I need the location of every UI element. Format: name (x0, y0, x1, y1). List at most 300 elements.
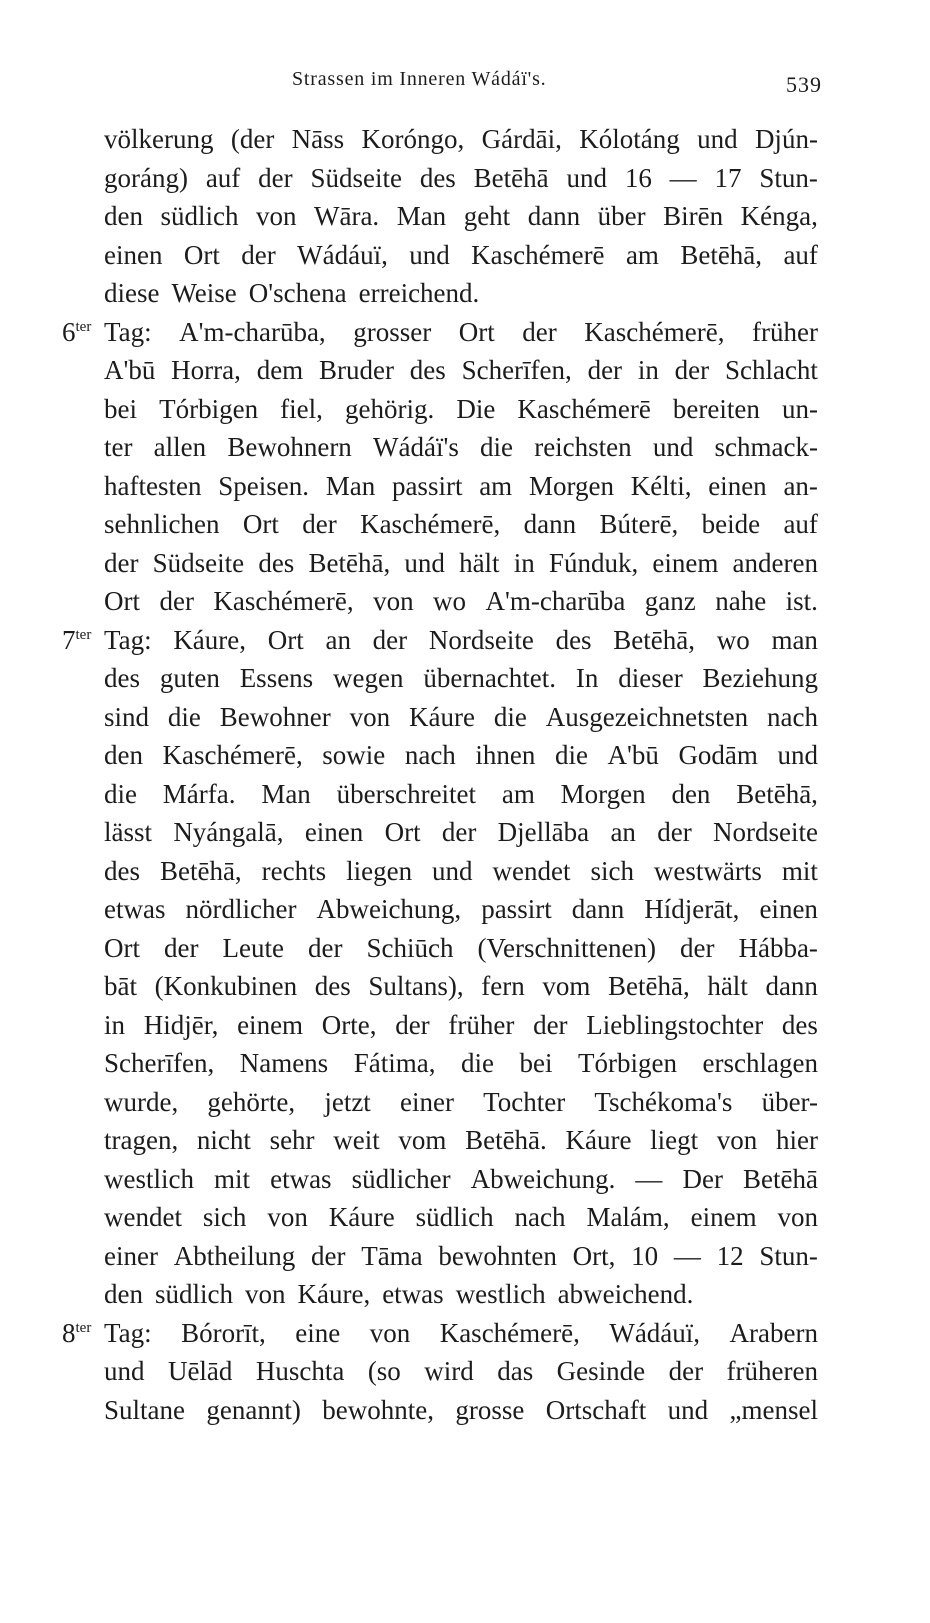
word: die (104, 778, 137, 809)
word: der (587, 355, 623, 385)
word: guten (159, 663, 220, 693)
word: am (479, 470, 513, 501)
word: erschlagen (702, 1048, 818, 1078)
word: Ort (104, 586, 140, 616)
word: und (697, 124, 738, 154)
word: 10 (631, 1240, 659, 1271)
word: über- (761, 1086, 818, 1117)
text-line (104, 1395, 818, 1434)
word: Betēhā, (308, 547, 391, 578)
word: Káure (408, 701, 475, 732)
word: vom (542, 971, 591, 1001)
word: diese (104, 278, 160, 308)
word: der (302, 509, 337, 539)
word: und (409, 239, 450, 270)
text-line (104, 1048, 818, 1087)
word: Ort (183, 239, 220, 270)
day-marker (62, 317, 91, 348)
word: des (419, 162, 456, 193)
word: Ausgezeichnetsten (545, 701, 749, 732)
day-number: 6 (62, 316, 76, 347)
word: passirt (481, 894, 552, 924)
word: und (566, 162, 607, 193)
word: das (497, 1356, 534, 1386)
word: der (241, 239, 276, 270)
text-line (104, 856, 818, 895)
running-title: Strassen im Inneren Wádáï's. (292, 68, 547, 90)
word: der (372, 624, 408, 655)
word: Nordseite (713, 817, 818, 847)
text-line (62, 1317, 818, 1357)
word: des (409, 355, 446, 385)
word: Leute (222, 932, 284, 963)
word: bereiten (672, 393, 760, 424)
word: am (501, 778, 535, 809)
word: des (781, 1009, 818, 1040)
text-line (104, 432, 818, 471)
word: an- (783, 470, 818, 501)
word: lässt (104, 817, 153, 847)
text-line (104, 355, 818, 394)
word: Orte, (321, 1009, 377, 1040)
word: sich (590, 855, 634, 886)
word: Wāra. (313, 201, 380, 231)
text-line (104, 1087, 818, 1126)
word: geht (463, 201, 511, 231)
word: Betēhā (473, 162, 549, 193)
word: die (554, 740, 588, 770)
word: von (777, 1202, 818, 1232)
text-line (104, 1164, 818, 1203)
word: Betēhā (743, 1163, 818, 1194)
word: des (258, 547, 295, 578)
day-suffix: ter (75, 626, 92, 643)
text-line (104, 1279, 818, 1318)
text-line (104, 1202, 818, 1241)
word: der (674, 355, 710, 385)
word: (der (230, 124, 275, 154)
word: wendet (492, 855, 571, 886)
word: dann (571, 894, 625, 924)
word: Kaschémerē, (360, 509, 501, 539)
word: Fúnduk, (548, 547, 639, 578)
word: und (404, 547, 445, 578)
word: Kólotáng (579, 124, 680, 154)
word: der (164, 932, 199, 963)
word: der (668, 1356, 704, 1386)
word: Man (396, 201, 447, 231)
word: des (104, 663, 140, 693)
word: „mensel (729, 1394, 818, 1425)
word: 17 (714, 162, 742, 193)
word: Südseite (310, 162, 402, 193)
word: Tochter (483, 1086, 566, 1117)
word: Scherīfen, (461, 355, 572, 385)
word: Kaschémerē (517, 393, 651, 424)
word: Namens (239, 1048, 329, 1078)
text-line (104, 278, 818, 317)
text-line (104, 1010, 818, 1049)
word: von (267, 1202, 308, 1232)
word: sehnlichen (104, 509, 220, 539)
word: wendet (104, 1202, 182, 1232)
word: Betēhā, (613, 624, 695, 655)
word: am (625, 239, 659, 270)
word: über (597, 201, 646, 231)
word: allen (153, 432, 207, 462)
word: von (255, 201, 297, 231)
word: Koróngo, (361, 124, 465, 154)
word: auf (783, 509, 818, 539)
word: früher (448, 1009, 515, 1040)
text-line (104, 548, 818, 587)
word: etwas (104, 894, 166, 924)
word: die (480, 432, 514, 462)
word: südlich (415, 1202, 494, 1232)
word: bewohnte, (322, 1394, 434, 1425)
word: einen (708, 470, 767, 501)
word: Kaschémerē, (213, 586, 354, 616)
word: man (771, 624, 818, 655)
word: früher (751, 316, 818, 347)
word: die (460, 1048, 494, 1078)
text-line (104, 1356, 818, 1395)
word: gehörte, (207, 1086, 296, 1117)
word: goráng) (104, 162, 188, 193)
word: Tschékoma's (594, 1086, 733, 1117)
word: und (667, 1394, 709, 1425)
word: Kélti, (630, 470, 692, 501)
word: einen (304, 817, 364, 847)
word: von (373, 586, 414, 616)
word: hält (459, 547, 500, 578)
word: Südseite (152, 547, 245, 578)
word: Tāma (361, 1240, 423, 1271)
word: Nordseite (428, 624, 534, 655)
word: einen (759, 894, 818, 924)
word: (so (367, 1356, 401, 1386)
body-text (62, 124, 818, 1433)
word: der (679, 932, 715, 963)
word: Gárdāi, (481, 124, 562, 154)
word: den (104, 201, 143, 231)
word: nicht (196, 1125, 251, 1155)
word: Stun- (759, 1240, 818, 1271)
page-number: 539 (786, 72, 822, 97)
day-number: 8 (62, 1317, 76, 1348)
word: Malám, (586, 1202, 670, 1232)
word: Hídjerāt, (644, 894, 740, 924)
word: dann (523, 509, 577, 539)
word: bewohnten (438, 1240, 557, 1271)
word: mit (214, 1163, 251, 1194)
word: Káure, (173, 624, 247, 655)
word: un- (781, 393, 818, 424)
word: Djellāba (497, 817, 590, 847)
word: Sultane (104, 1394, 185, 1425)
word: Wádáuï, (609, 1317, 701, 1348)
word: (Konkubinen (154, 971, 298, 1001)
word: Kaschémerē, (584, 316, 725, 347)
word: Abweichung, (316, 894, 462, 924)
word: Tag: (104, 316, 152, 347)
word: Godām (678, 740, 758, 770)
word: Nāss (291, 124, 345, 154)
word: Birēn (663, 201, 724, 231)
word: ist. (785, 586, 818, 616)
text-line (104, 663, 818, 702)
word: nach (404, 740, 456, 770)
word: Betēhā. (465, 1125, 547, 1155)
word: des (314, 971, 351, 1001)
word: einen (104, 239, 163, 270)
word: — (673, 1240, 701, 1271)
word: Stun- (759, 162, 818, 193)
word: sich (202, 1202, 247, 1232)
word: Horra, (171, 355, 241, 385)
word: der (533, 1009, 568, 1040)
word: Weise (171, 278, 237, 308)
word: in (104, 1009, 126, 1040)
word: Essens (239, 663, 314, 693)
word: einem (237, 1009, 304, 1040)
word: Káure, (297, 1279, 371, 1309)
text-line (104, 163, 818, 202)
text-line (104, 471, 818, 510)
text-line (62, 624, 818, 664)
word: Ort (104, 932, 140, 963)
word: Die (456, 393, 496, 424)
word: 16 (624, 162, 652, 193)
word: einem (652, 547, 719, 578)
word: sind (104, 701, 150, 732)
word: und (777, 740, 818, 770)
text-line (104, 894, 818, 933)
word: der (310, 1240, 346, 1271)
text-line (104, 586, 818, 625)
word: Djún- (754, 124, 818, 154)
word: überschreitet (336, 778, 477, 809)
word: — (669, 162, 697, 193)
word: In (575, 663, 599, 693)
day-number: 7 (62, 624, 76, 655)
word: Der (682, 1163, 723, 1194)
word: passirt (391, 470, 463, 501)
page-header (0, 62, 930, 102)
word: einem (690, 1202, 757, 1232)
word: den (671, 778, 711, 809)
word: Speisen. (218, 470, 309, 501)
word: 12 (716, 1240, 744, 1271)
word: der (657, 817, 692, 847)
word: Betēhā, (680, 239, 763, 270)
word: sehr (269, 1125, 315, 1155)
word: Man (325, 470, 376, 501)
word: in (637, 355, 659, 385)
word: Nyángalā, (173, 817, 284, 847)
day-marker (62, 625, 91, 656)
word: Tórbigen (578, 1048, 677, 1078)
word: südlicher (351, 1163, 451, 1194)
word: Kaschémerē, (439, 1317, 580, 1348)
word: in (513, 547, 535, 578)
word: Tag: (104, 1317, 152, 1348)
word: Schlacht (724, 355, 818, 385)
word: Káure (328, 1202, 395, 1232)
word: an (325, 624, 351, 655)
word: westlich (104, 1163, 194, 1194)
word: — (635, 1163, 663, 1194)
word: reichsten (534, 432, 632, 462)
text-line (104, 201, 818, 240)
word: erreichend. (358, 278, 480, 308)
word: übernachtet. (423, 663, 557, 693)
text-line (104, 702, 818, 741)
word: dem (256, 355, 304, 385)
word: südlich (160, 201, 239, 231)
word: etwas (382, 1279, 444, 1309)
word: Bewohnern (227, 432, 352, 462)
word: und (432, 855, 473, 886)
word: nach (767, 701, 818, 732)
word: Sultans), (368, 971, 464, 1001)
word: haftesten (104, 470, 202, 501)
word: Kaschémerē, (162, 740, 303, 770)
word: auf (205, 162, 241, 193)
word: rechts (261, 855, 327, 886)
word: hält (707, 971, 748, 1001)
day-marker (62, 1318, 91, 1349)
word: Bruder (318, 355, 394, 385)
word: schmack- (714, 432, 818, 462)
word: Abweichung. (470, 1163, 616, 1194)
word: anderen (732, 547, 818, 578)
word: Tórbigen (159, 393, 259, 424)
word: nach (514, 1202, 566, 1232)
word: dann (765, 971, 818, 1001)
word: O'schena (248, 278, 347, 308)
word: Uēlād (167, 1356, 233, 1386)
text-line (104, 779, 818, 818)
text-line (104, 1125, 818, 1164)
word: Hidjēr, (143, 1009, 219, 1040)
word: wird (424, 1356, 474, 1386)
word: von (716, 1125, 758, 1155)
word: die (493, 701, 527, 732)
word: den (104, 1279, 143, 1309)
word: der (308, 932, 343, 963)
word: Morgen (528, 470, 614, 501)
word: Bórorīt, (181, 1317, 266, 1348)
word: mit (781, 855, 818, 886)
word: Wádáï's (373, 432, 459, 462)
word: fern (481, 971, 525, 1001)
word: wo (433, 586, 467, 616)
word: des (555, 624, 592, 655)
word: grosse (455, 1394, 525, 1425)
word: Huschta (255, 1356, 345, 1386)
word: Káure (565, 1125, 632, 1155)
word: Kaschémerē (471, 239, 605, 270)
word: den (104, 740, 143, 770)
word: Ort (242, 509, 279, 539)
text-line (104, 1241, 818, 1280)
word: der (159, 586, 194, 616)
word: ganz (644, 586, 696, 616)
word: des (104, 855, 140, 886)
text-line (104, 817, 818, 856)
word: (Verschnittenen) (477, 932, 656, 963)
word: wo (716, 624, 750, 655)
word: bei (519, 1048, 553, 1078)
word: wegen (333, 663, 404, 693)
text-line (104, 124, 818, 163)
word: A'm-charūba (485, 586, 626, 616)
word: Schiūch (366, 932, 454, 963)
word: Scherīfen, (104, 1048, 215, 1078)
word: gehörig. (345, 393, 435, 424)
word: Betēhā, (607, 971, 690, 1001)
word: Arabern (729, 1317, 818, 1348)
word: fiel, (280, 393, 323, 424)
word: grosser (353, 316, 432, 347)
word: Betēhā, (159, 855, 242, 886)
word: dann (527, 201, 581, 231)
word: ter (104, 432, 133, 462)
word: und (104, 1356, 145, 1386)
word: weit (333, 1125, 380, 1155)
word: bāt (104, 971, 137, 1001)
word: südlich (154, 1279, 233, 1309)
word: Ort (267, 624, 304, 655)
word: genannt) (206, 1394, 301, 1425)
word: nördlicher (185, 894, 297, 924)
word: der (258, 162, 293, 193)
word: Man (261, 778, 311, 809)
word: Lieblingstochter (586, 1009, 764, 1040)
word: sowie (322, 740, 386, 770)
text-line (104, 933, 818, 972)
word: hier (775, 1125, 818, 1155)
word: bei (104, 393, 137, 424)
word: westwärts (653, 855, 762, 886)
word: eine (295, 1317, 341, 1348)
word: jetzt (324, 1086, 371, 1117)
word: der (395, 1009, 430, 1040)
word: Kénga, (740, 201, 818, 231)
word: und (652, 432, 694, 462)
text-line (104, 509, 818, 548)
word: Bewohner (219, 701, 331, 732)
word: Ortschaft (545, 1394, 647, 1425)
word: Ort (458, 316, 495, 347)
word: nahe (715, 586, 767, 616)
word: Márfa. (162, 778, 236, 809)
word: Tag: (104, 624, 152, 655)
word: Fátima, (353, 1048, 436, 1078)
word: einer (400, 1086, 454, 1117)
word: von (369, 1317, 411, 1348)
word: an (610, 817, 636, 847)
word: Hábba- (738, 932, 818, 963)
word: Abtheilung (173, 1240, 296, 1271)
word: liegen (346, 855, 413, 886)
word: völkerung (104, 124, 214, 154)
word: der (441, 817, 477, 847)
word: auf (783, 239, 818, 270)
word: abweichend. (557, 1279, 694, 1309)
text-line (104, 740, 818, 779)
